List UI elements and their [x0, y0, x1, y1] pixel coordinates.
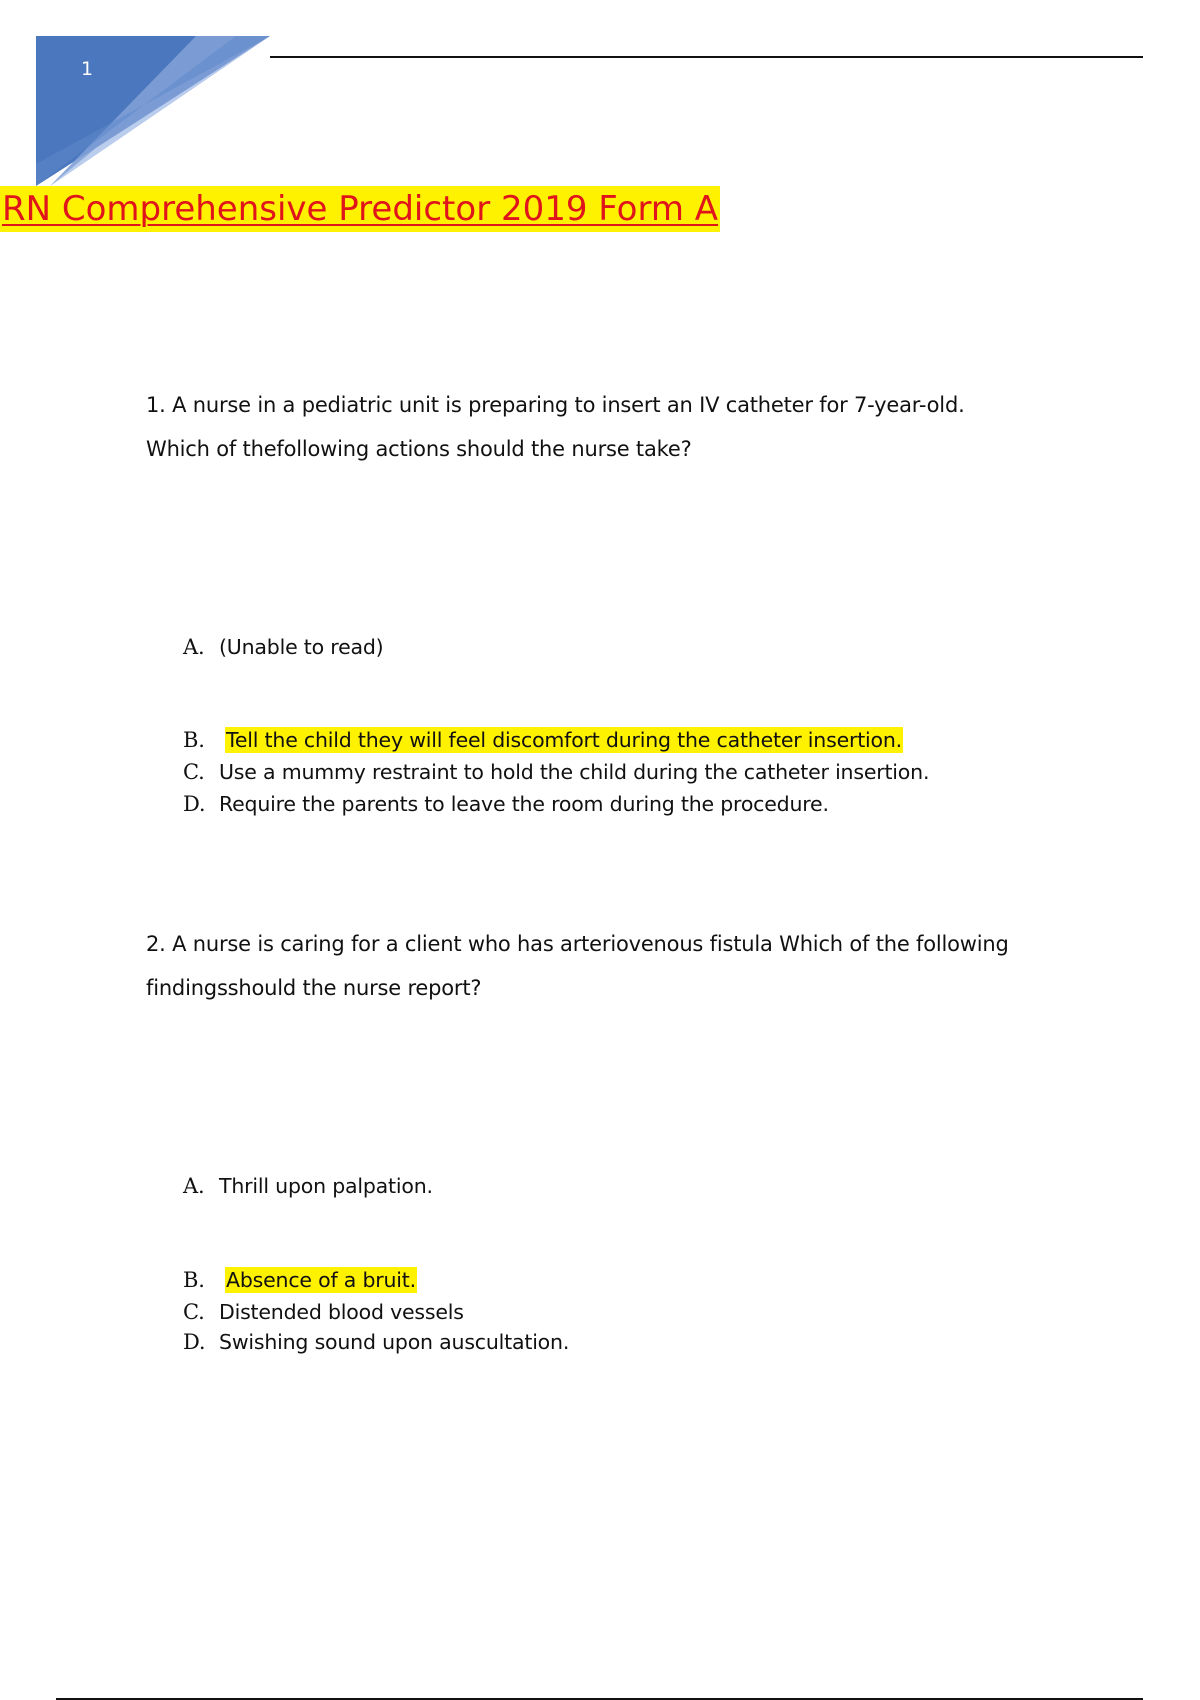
option-letter: B.	[183, 728, 205, 752]
question-1-option-c	[183, 758, 929, 786]
question-2-option-b	[183, 1266, 417, 1294]
question-1-option-d	[183, 790, 829, 818]
option-text: Use a mummy restraint to hold the child during the catheter insertion.	[219, 760, 930, 784]
option-letter: A.	[183, 635, 205, 659]
question-1-option-a	[183, 633, 383, 661]
question-1-stem: 1. A nurse in a pediatric unit is preparing to insert an IV catheter for 7-year-old. Which of thefollowing actions should the nurse take?	[146, 393, 965, 461]
question-2-stem: 2. A nurse is caring for a client who has arteriovenous fistula Which of the following findingsshould the nurse report?	[146, 932, 1009, 1000]
option-letter: D.	[183, 792, 206, 816]
option-text: Swishing sound upon auscultation.	[219, 1330, 570, 1354]
highlighted-answer: Absence of a bruit.	[226, 1268, 416, 1292]
option-letter: A.	[183, 1174, 205, 1198]
question-2-option-c	[183, 1298, 464, 1326]
option-text: (Unable to read)	[219, 635, 384, 659]
option-text: Thrill upon palpation.	[219, 1174, 433, 1198]
option-text: Distended blood vessels	[219, 1300, 464, 1324]
header-rule	[270, 56, 1143, 58]
question-1-option-b	[183, 726, 903, 754]
option-letter: D.	[183, 1330, 206, 1354]
option-letter: C.	[183, 760, 205, 784]
document-title: RN Comprehensive Predictor 2019 Form A	[0, 186, 720, 232]
question-2-option-a	[183, 1172, 433, 1200]
option-letter: C.	[183, 1300, 205, 1324]
question-2-option-d	[183, 1328, 569, 1356]
option-letter: B.	[183, 1268, 205, 1292]
highlighted-answer: Tell the child they will feel discomfort during the catheter insertion.	[226, 728, 903, 752]
option-text: Require the parents to leave the room during the procedure.	[219, 792, 829, 816]
page-number: 1	[80, 58, 94, 80]
